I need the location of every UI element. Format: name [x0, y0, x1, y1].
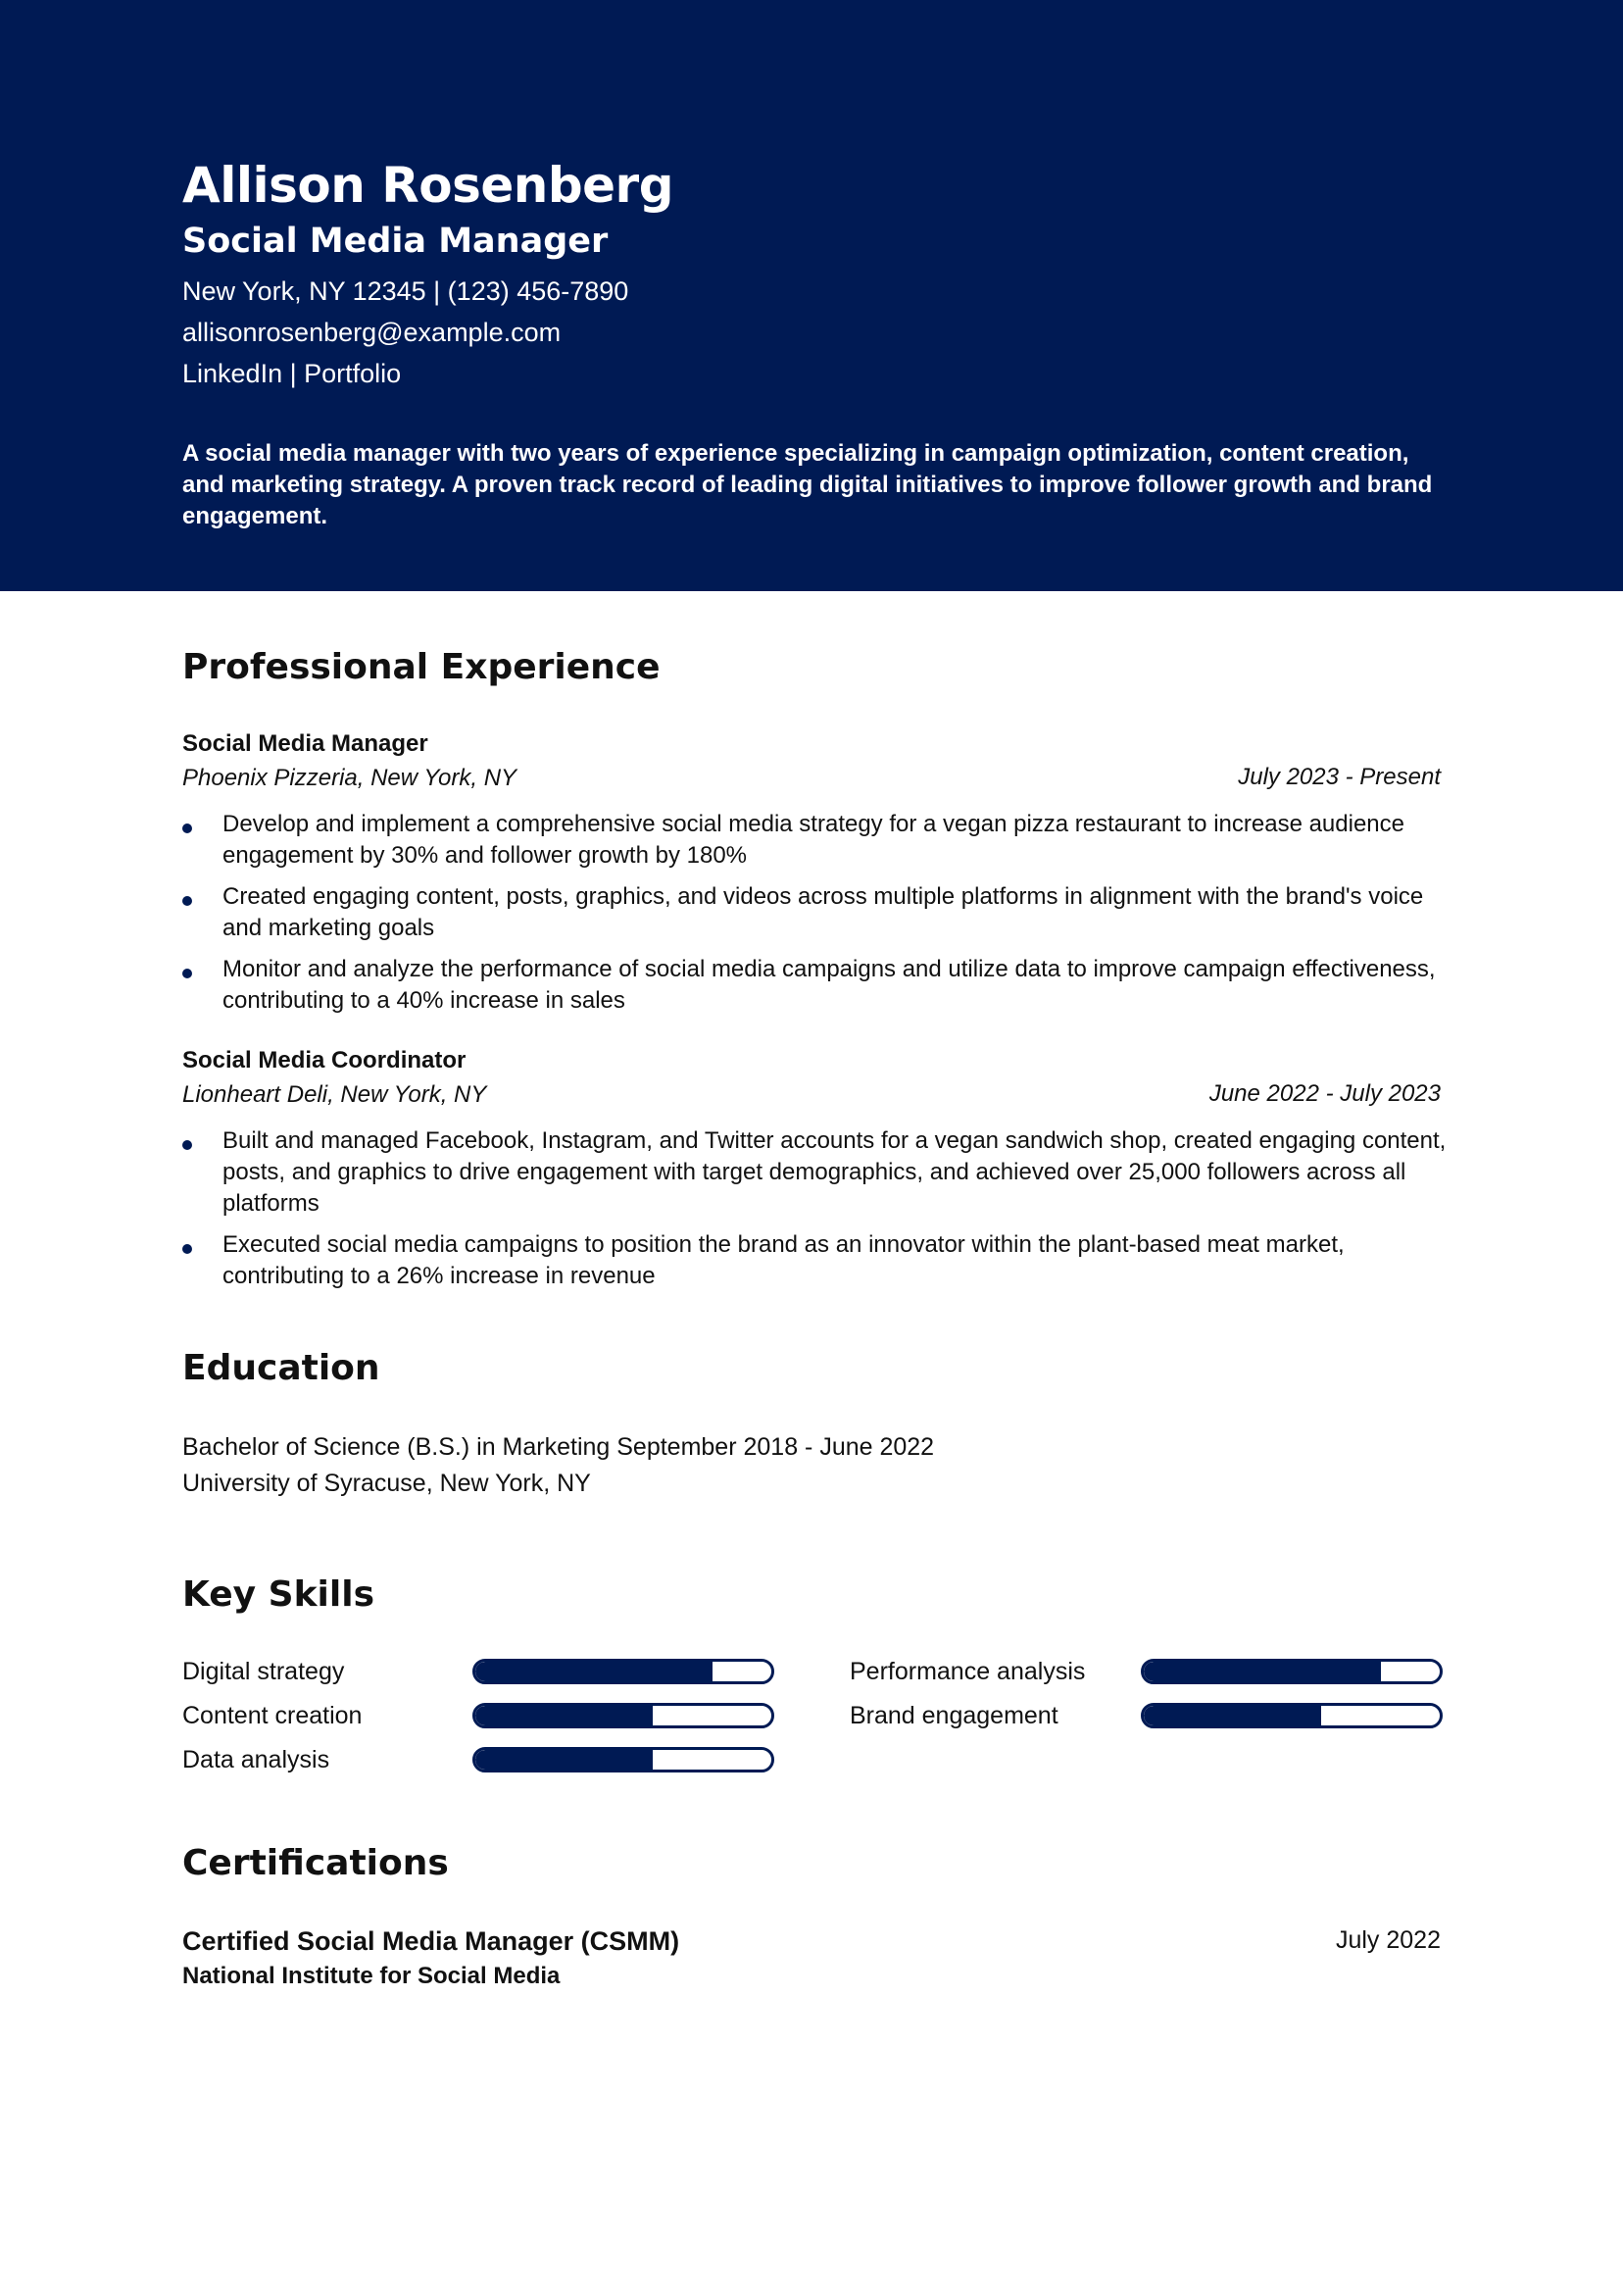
skill-bar [1141, 1659, 1443, 1684]
skill-bar [1141, 1703, 1443, 1728]
bullet-dot-icon [182, 896, 192, 906]
skill-bar-fill [1144, 1662, 1381, 1681]
skill-bar-fill [475, 1706, 653, 1725]
job-title: Social Media Coordinator [182, 1047, 467, 1073]
email-link[interactable]: allisonrosenberg@example.com [182, 318, 562, 347]
school-line: University of Syracuse, New York, NY [182, 1470, 591, 1497]
skill-bar-fill [475, 1662, 713, 1681]
bullet-text: Develop and implement a comprehensive social media strategy for a vegan pizza restaurant to increase audience engagement by 30% and follower growth by 180% [222, 811, 1404, 869]
job-bullets [182, 1125, 1447, 1302]
location-phone: New York, NY 12345 | (123) 456-7890 [182, 276, 629, 306]
skill-label: Brand engagement [850, 1702, 1058, 1729]
certification-issuer: National Institute for Social Media [182, 1963, 561, 1989]
skills-heading: Key Skills [182, 1574, 374, 1615]
bullet-text: Monitor and analyze the performance of social media campaigns and utilize data to improve campaign effectiveness, contributing to a 40% increase in sales [222, 956, 1436, 1014]
skill-bar [472, 1659, 774, 1684]
skill-label: Data analysis [182, 1746, 330, 1773]
job-company: Lionheart Deli, New York, NY [182, 1081, 487, 1108]
certifications-heading: Certifications [182, 1843, 449, 1883]
candidate-name: Allison Rosenberg [182, 157, 673, 214]
bullet-text: Created engaging content, posts, graphics, and videos across multiple platforms in alignment with the brand's voice and marketing goals [222, 883, 1424, 941]
skill-label: Digital strategy [182, 1658, 345, 1685]
bullet-item [182, 1229, 1447, 1292]
bullet-text: Executed social media campaigns to position the brand as an innovator within the plant-based meat market, contributing to a 26% increase in revenue [222, 1231, 1345, 1289]
summary: A social media manager with two years of experience specializing in campaign optimization, content creation, and marketing strategy. A proven track record of leading digital initiatives to improve follower growth and brand engagement. [182, 440, 1433, 529]
certification-date: July 2022 [1335, 1926, 1441, 1954]
bullet-text: Built and managed Facebook, Instagram, and Twitter accounts for a vegan sandwich shop, created engaging content, posts, and graphics to drive engagement with target demographics, and achieved over 25,000 followers across all platforms [222, 1127, 1447, 1217]
skill-bar-fill [475, 1750, 653, 1770]
degree-line: Bachelor of Science (B.S.) in Marketing September 2018 - June 2022 [182, 1433, 935, 1461]
job-bullets [182, 809, 1447, 1026]
bullet-dot-icon [182, 1140, 192, 1150]
education-heading: Education [182, 1348, 380, 1388]
bullet-dot-icon [182, 969, 192, 978]
skill-bar [472, 1703, 774, 1728]
bullet-item [182, 881, 1447, 944]
skill-label: Content creation [182, 1702, 363, 1729]
skill-label: Performance analysis [850, 1658, 1086, 1685]
bullet-dot-icon [182, 1244, 192, 1254]
bullet-item [182, 1125, 1447, 1220]
bullet-item [182, 809, 1447, 872]
profile-links[interactable]: LinkedIn | Portfolio [182, 359, 402, 388]
skill-bar [472, 1747, 774, 1772]
job-dates: July 2023 - Present [1238, 764, 1441, 790]
skill-bar-fill [1144, 1706, 1321, 1725]
certification-name: Certified Social Media Manager (CSMM) [182, 1926, 680, 1956]
candidate-role: Social Media Manager [182, 222, 609, 261]
job-title: Social Media Manager [182, 730, 428, 757]
bullet-item [182, 954, 1447, 1017]
job-company: Phoenix Pizzeria, New York, NY [182, 765, 517, 791]
job-dates: June 2022 - July 2023 [1208, 1080, 1441, 1107]
resume-header [0, 0, 1623, 591]
bullet-dot-icon [182, 824, 192, 833]
experience-heading: Professional Experience [182, 647, 661, 687]
